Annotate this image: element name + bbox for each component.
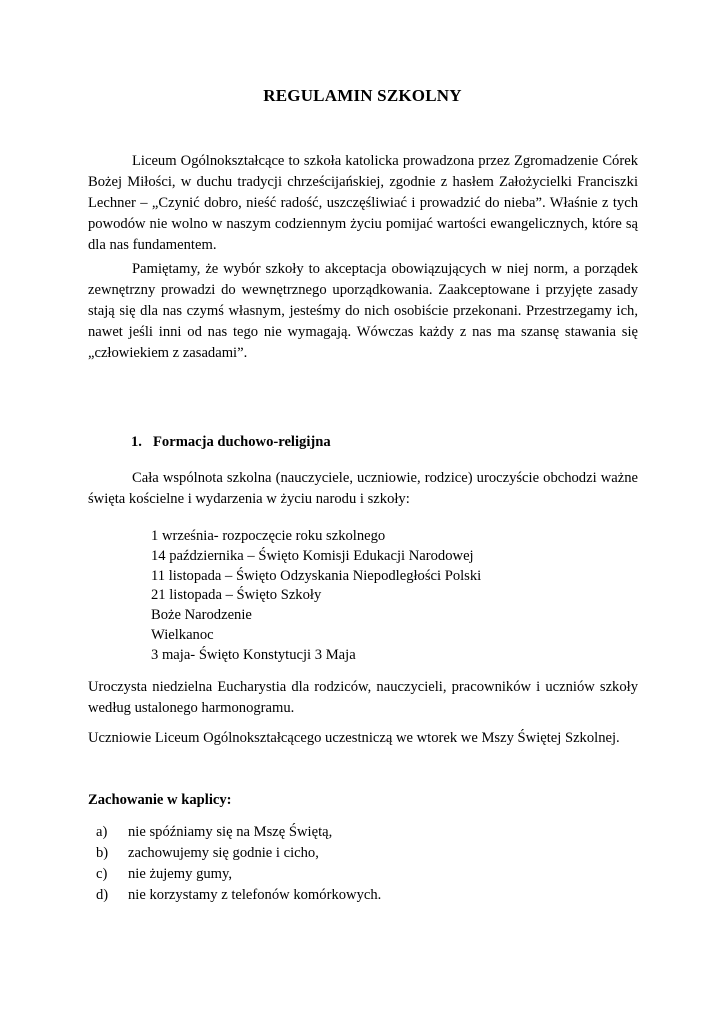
list-marker: a) — [96, 824, 108, 840]
section-1-number: 1. — [131, 434, 142, 450]
list-item: Wielkanoc — [151, 626, 214, 643]
eucharist-paragraph: Uroczysta niedzielna Eucharystia dla rodziców, nauczycieli, pracowników i uczniów szkoły według ustalonego harmonogramu. — [88, 679, 638, 716]
list-item: 3 maja- Święto Konstytucji 3 Maja — [151, 646, 356, 663]
list-marker: b) — [96, 845, 109, 861]
tuesday-mass-paragraph: Uczniowie Liceum Ogólnokształcącego uczestniczą we wtorek we Mszy Świętej Szkolnej. — [88, 730, 620, 746]
list-item: 14 października – Święto Komisji Edukacji Narodowej — [151, 547, 474, 564]
list-item: 11 listopada – Święto Odzyskania Niepodległości Polski — [151, 567, 482, 584]
list-item: 1 września- rozpoczęcie roku szkolnego — [151, 528, 386, 544]
list-item — [96, 843, 381, 864]
list-item-text: nie spóźniamy się na Mszę Świętą, — [128, 824, 333, 840]
chapel-rules-list — [96, 822, 381, 906]
list-marker: d) — [96, 887, 109, 903]
list-marker: c) — [96, 866, 108, 882]
list-item: Boże Narodzenie — [151, 607, 252, 624]
list-item-text: zachowujemy się godnie i cicho, — [128, 845, 319, 861]
events-list — [151, 527, 481, 666]
list-item — [96, 864, 381, 885]
page-title: REGULAMIN SZKOLNY — [263, 86, 462, 105]
section-1-intro: Cała wspólnota szkolna (nauczyciele, uczniowie, rodzice) uroczyście obchodzi ważne święta kościelne i wydarzenia w życiu narodu i szkoły: — [88, 470, 638, 507]
intro-paragraph-2: Pamiętamy, że wybór szkoły to akceptacja obowiązujących w niej norm, a porządek zewnętrzny prowadzi do wewnętrznego uporządkowania. Zaakceptowane i przyjęte zasady stają się dla nas czymś własnym, jesteśmy do nich osobiście przekonani. Przestrzegamy ich, nawet jeśli inni od nas tego nie wymagają. Wówczas każdy z nas ma szansę stawania się „człowiekiem z zasadami”. — [88, 261, 638, 361]
list-item: 21 listopada – Święto Szkoły — [151, 587, 322, 604]
list-item — [96, 822, 381, 843]
list-item — [96, 885, 381, 906]
section-1-title: Formacja duchowo-religijna — [153, 434, 331, 450]
section-1-heading — [131, 434, 331, 451]
list-item-text: nie żujemy gumy, — [128, 866, 233, 882]
chapel-heading: Zachowanie w kaplicy: — [88, 792, 232, 808]
list-item-text: nie korzystamy z telefonów komórkowych. — [128, 887, 382, 903]
intro-paragraph-1: Liceum Ogólnokształcące to szkoła katolicka prowadzona przez Zgromadzenie Córek Bożej Miłości, w duchu tradycji chrześcijańskiej, zgodnie z hasłem Założycielki Franciszki Lechner – „Czynić dobro, nieść radość, uszczęśliwiać i prowadzić do nieba”. Właśnie z tych powodów nie wolno w naszym codziennym życiu pomijać wartości ewangelicznych, które są dla nas fundamentem. — [88, 153, 638, 253]
